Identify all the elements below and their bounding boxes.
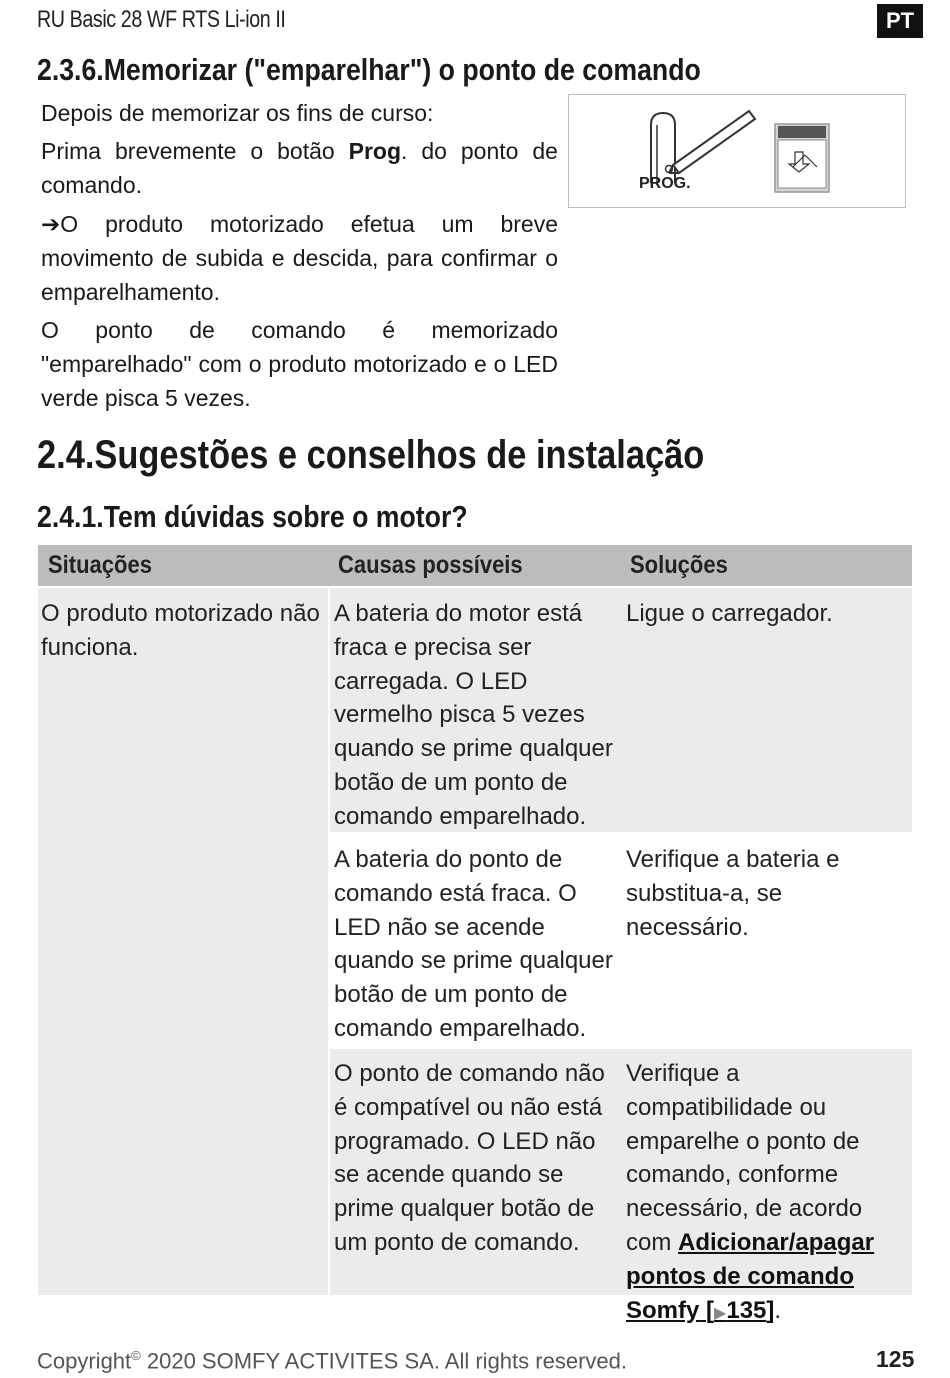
copyright-symbol: © [131, 1348, 141, 1363]
situation-cell-bg [38, 588, 328, 1295]
prog-button-illustration [568, 94, 906, 208]
text: Prima brevemente o botão [41, 138, 349, 164]
paragraph-paired: O ponto de comando é memorizado "emparelhado" com o produto motorizado e o LED verde pisca 5 vezes. [41, 317, 558, 411]
header-solutions: Soluções [630, 551, 728, 579]
page-reference[interactable]: [▶135] [706, 1296, 775, 1324]
solution-cell-2: Verifique a bateria e substitua-a, se necessário. [626, 846, 840, 941]
section-heading-236: 2.3.6.Memorizar ("emparelhar") o ponto de comando [37, 52, 701, 87]
cause-cell-2: A bateria do ponto de comando está fraca. O LED não se acende quando se prime qualquer botão de um ponto de comando emparelhado. [334, 846, 613, 1042]
text: Copyright [37, 1348, 132, 1374]
header-situations: Situações [48, 551, 152, 579]
paragraph-intro: Depois de memorizar os fins de curso: [41, 100, 434, 126]
prog-illustration-label: PROG. [639, 175, 691, 192]
text: Verifique a compatibilidade ou emparelhe o ponto de comando, conforme necessário, de acordo com [626, 1060, 863, 1256]
table-header-row [38, 545, 912, 586]
situation-cell: O produto motorizado não funciona. [41, 600, 320, 661]
remote-prog-icon [569, 95, 904, 206]
text: O produto motorizado efetua um breve movimento de subida e descida, para confirmar o emparelhamento. [41, 211, 558, 305]
text: . do ponto de comando. [41, 138, 558, 198]
link-text: Adicionar/apagar pontos de comando Somfy [626, 1228, 875, 1324]
arrow-icon: ➔ [41, 211, 61, 237]
document-title: RU Basic 28 WF RTS Li-ion II [37, 6, 286, 33]
solution-cell-3 [626, 1057, 910, 1330]
paragraph-press-prog [41, 134, 558, 202]
section-heading-24: 2.4.Sugestões e conselhos de instalação [37, 433, 705, 477]
text: 2020 SOMFY ACTIVITES SA. All rights reserved. [140, 1348, 627, 1374]
text: . [774, 1296, 782, 1324]
page-number: 125 [876, 1346, 915, 1372]
section-heading-241: 2.4.1.Tem dúvidas sobre o motor? [37, 499, 468, 534]
prog-label: Prog [348, 138, 402, 164]
cause-cell-3: O ponto de comando não é compatível ou não está programado. O LED não se acende quando se prime qualquer botão de um ponto de comando. [334, 1060, 605, 1256]
language-badge: PT [877, 4, 923, 38]
play-icon: ▶ [714, 1304, 727, 1322]
footer-copyright [37, 1348, 627, 1374]
paragraph-result [41, 207, 558, 309]
reference-page-number: 135 [726, 1296, 767, 1324]
cause-cell-1: A bateria do motor está fraca e precisa ser carregada. O LED vermelho pisca 5 vezes quando se prime qualquer botão de um ponto de comando emparelhado. [334, 600, 613, 830]
solution-cell-1: Ligue o carregador. [626, 600, 833, 627]
header-causes: Causas possíveis [338, 551, 523, 579]
